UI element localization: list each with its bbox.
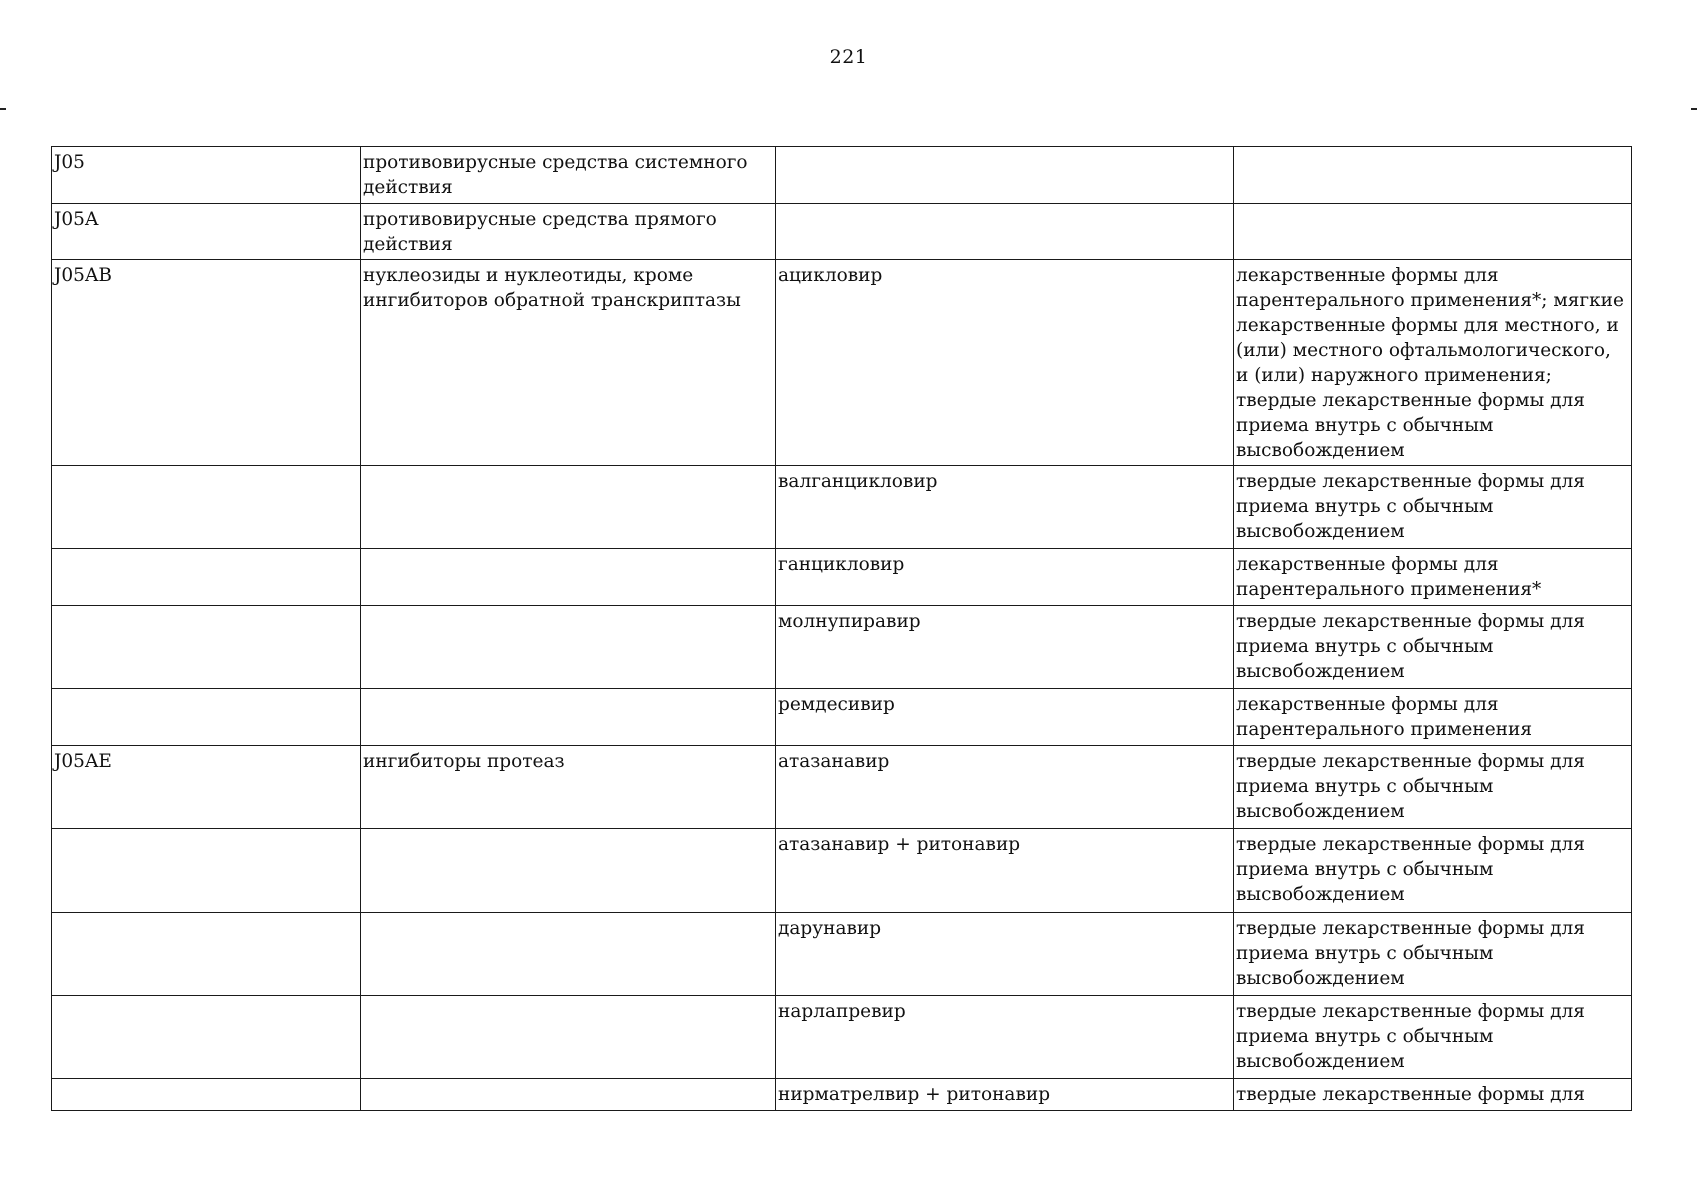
dosage-form-cell: твердые лекарственные формы для <box>1234 1079 1632 1111</box>
right-edge-mark <box>1691 108 1697 110</box>
group-name-cell: ингибиторы протеаз <box>361 746 776 829</box>
drug-name-cell <box>776 147 1234 204</box>
dosage-form-cell: твердые лекарственные формы для приема внутрь с обычным высвобождением <box>1234 829 1632 913</box>
table-row <box>52 1079 1632 1111</box>
group-name-cell <box>361 606 776 689</box>
left-edge-mark <box>0 108 6 110</box>
drug-name-cell: дарунавир <box>776 913 1234 996</box>
table-row <box>52 829 1632 913</box>
dosage-form-cell: лекарственные формы для парентерального применения* <box>1234 549 1632 606</box>
drug-name-cell: ганцикловир <box>776 549 1234 606</box>
table-row <box>52 996 1632 1079</box>
drug-name-cell: валганцикловир <box>776 466 1234 549</box>
atc-code-cell: J05A <box>52 204 361 260</box>
group-name-cell <box>361 466 776 549</box>
group-name-cell: нуклеозиды и нуклеотиды, кроме ингибиторов обратной транскриптазы <box>361 260 776 466</box>
group-name-cell: противовирусные средства прямого действия <box>361 204 776 260</box>
table-row <box>52 913 1632 996</box>
table-row <box>52 466 1632 549</box>
drug-name-cell: ремдесивир <box>776 689 1234 746</box>
group-name-cell <box>361 1079 776 1111</box>
drug-name-cell: атазанавир + ритонавир <box>776 829 1234 913</box>
drug-name-cell: атазанавир <box>776 746 1234 829</box>
drug-name-cell: нарлапревир <box>776 996 1234 1079</box>
dosage-form-cell <box>1234 204 1632 260</box>
dosage-form-cell: твердые лекарственные формы для приема внутрь с обычным высвобождением <box>1234 606 1632 689</box>
dosage-form-cell <box>1234 147 1632 204</box>
dosage-form-cell: лекарственные формы для парентерального применения <box>1234 689 1632 746</box>
dosage-form-cell: твердые лекарственные формы для приема внутрь с обычным высвобождением <box>1234 996 1632 1079</box>
table-row <box>52 204 1632 260</box>
atc-code-cell <box>52 549 361 606</box>
table-row <box>52 260 1632 466</box>
drug-name-cell: молнупиравир <box>776 606 1234 689</box>
drug-name-cell <box>776 204 1234 260</box>
atc-code-cell: J05AB <box>52 260 361 466</box>
table-row <box>52 147 1632 204</box>
atc-code-cell: J05AE <box>52 746 361 829</box>
atc-code-cell <box>52 996 361 1079</box>
table-row <box>52 746 1632 829</box>
group-name-cell <box>361 996 776 1079</box>
medication-table-body <box>52 147 1632 1111</box>
atc-code-cell <box>52 606 361 689</box>
drug-name-cell: нирматрелвир + ритонавир <box>776 1079 1234 1111</box>
table-row <box>52 689 1632 746</box>
atc-code-cell <box>52 689 361 746</box>
medication-table <box>51 146 1632 1111</box>
dosage-form-cell: твердые лекарственные формы для приема внутрь с обычным высвобождением <box>1234 466 1632 549</box>
group-name-cell: противовирусные средства системного действия <box>361 147 776 204</box>
atc-code-cell <box>52 466 361 549</box>
group-name-cell <box>361 829 776 913</box>
page-number: 221 <box>829 46 868 68</box>
atc-code-cell: J05 <box>52 147 361 204</box>
dosage-form-cell: лекарственные формы для парентерального применения*; мягкие лекарственные формы для местного, и (или) местного офтальмологического, и (или) наружного применения; твердые лекарственные формы для приема внутрь с обычным высвобождением <box>1234 260 1632 466</box>
table-row <box>52 606 1632 689</box>
atc-code-cell <box>52 913 361 996</box>
dosage-form-cell: твердые лекарственные формы для приема внутрь с обычным высвобождением <box>1234 746 1632 829</box>
group-name-cell <box>361 689 776 746</box>
group-name-cell <box>361 549 776 606</box>
table-row <box>52 549 1632 606</box>
drug-name-cell: ацикловир <box>776 260 1234 466</box>
dosage-form-cell: твердые лекарственные формы для приема внутрь с обычным высвобождением <box>1234 913 1632 996</box>
group-name-cell <box>361 913 776 996</box>
atc-code-cell <box>52 1079 361 1111</box>
atc-code-cell <box>52 829 361 913</box>
